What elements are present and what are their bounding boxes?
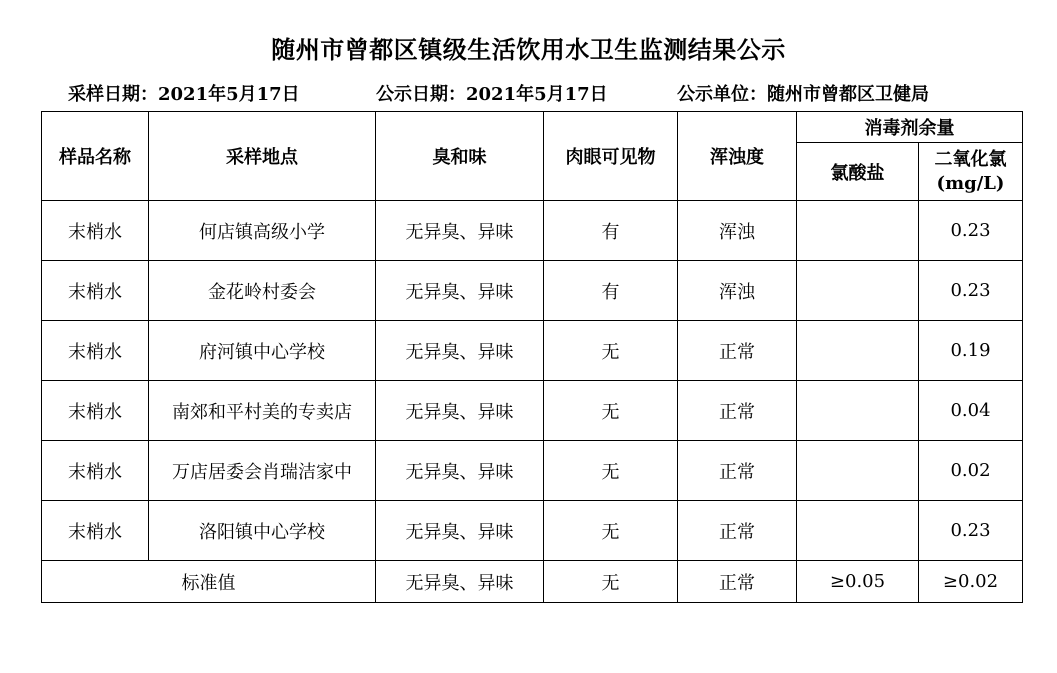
table-row	[42, 261, 1023, 321]
cell-visible-matter: 有	[544, 261, 678, 321]
cell-odor: 无异臭、异味	[376, 201, 544, 261]
page-title: 随州市曾都区镇级生活饮用水卫生监测结果公示	[271, 36, 786, 64]
standard-label: 标准值	[42, 561, 376, 603]
cell-chlorate	[797, 261, 919, 321]
publish-unit: 公示单位：随州市曾都区卫健局	[677, 84, 929, 105]
cell-odor: 无异臭、异味	[376, 321, 544, 381]
standard-turbidity: 正常	[678, 561, 797, 603]
cell-turbidity: 浑浊	[678, 261, 797, 321]
cell-location: 洛阳镇中心学校	[149, 501, 376, 561]
cell-sample-name: 末梢水	[42, 381, 149, 441]
cell-chlorate	[797, 501, 919, 561]
header-visible-matter: 肉眼可见物	[544, 112, 678, 201]
cell-sample-name: 末梢水	[42, 321, 149, 381]
standard-chlorate: ≥0.05	[797, 561, 919, 603]
cell-odor: 无异臭、异味	[376, 381, 544, 441]
cell-visible-matter: 无	[544, 321, 678, 381]
header-chlorine-dioxide-label: 二氧化氯	[934, 148, 1007, 170]
table-row	[42, 501, 1023, 561]
cell-visible-matter: 无	[544, 381, 678, 441]
publish-date: 公示日期：2021年5月17日	[376, 84, 608, 105]
standard-chlorine-dioxide: ≥0.02	[919, 561, 1023, 603]
cell-turbidity: 正常	[678, 321, 797, 381]
cell-chlorine-dioxide: 0.04	[919, 381, 1023, 441]
cell-sample-name: 末梢水	[42, 501, 149, 561]
cell-turbidity: 正常	[678, 381, 797, 441]
results-table	[41, 111, 1023, 603]
cell-chlorate	[797, 201, 919, 261]
cell-chlorine-dioxide: 0.23	[919, 201, 1023, 261]
cell-turbidity: 浑浊	[678, 201, 797, 261]
table-row	[42, 441, 1023, 501]
header-turbidity: 浑浊度	[678, 112, 797, 201]
cell-odor: 无异臭、异味	[376, 261, 544, 321]
header-disinfectant: 消毒剂余量	[797, 112, 1023, 143]
standard-odor: 无异臭、异味	[376, 561, 544, 603]
header-chlorine-dioxide-unit: (mg/L)	[936, 172, 1005, 194]
header-odor: 臭和味	[376, 112, 544, 201]
table-row	[42, 321, 1023, 381]
standard-row	[42, 561, 1023, 603]
cell-location: 何店镇高级小学	[149, 201, 376, 261]
table-row	[42, 381, 1023, 441]
cell-chlorine-dioxide: 0.19	[919, 321, 1023, 381]
cell-sample-name: 末梢水	[42, 261, 149, 321]
cell-location: 万店居委会肖瑞洁家中	[149, 441, 376, 501]
header-sample-name: 样品名称	[42, 112, 149, 201]
cell-location: 金花岭村委会	[149, 261, 376, 321]
cell-visible-matter: 无	[544, 501, 678, 561]
header-chlorine-dioxide	[919, 143, 1023, 201]
cell-visible-matter: 无	[544, 441, 678, 501]
cell-odor: 无异臭、异味	[376, 501, 544, 561]
header-chlorate: 氯酸盐	[797, 143, 919, 201]
cell-sample-name: 末梢水	[42, 441, 149, 501]
cell-chlorate	[797, 381, 919, 441]
cell-visible-matter: 有	[544, 201, 678, 261]
cell-chlorine-dioxide: 0.23	[919, 501, 1023, 561]
table-row	[42, 201, 1023, 261]
sample-date: 采样日期：2021年5月17日	[68, 84, 300, 105]
cell-chlorine-dioxide: 0.23	[919, 261, 1023, 321]
cell-chlorate	[797, 321, 919, 381]
standard-visible-matter: 无	[544, 561, 678, 603]
cell-location: 南郊和平村美的专卖店	[149, 381, 376, 441]
cell-sample-name: 末梢水	[42, 201, 149, 261]
cell-chlorate	[797, 441, 919, 501]
header-location: 采样地点	[149, 112, 376, 201]
cell-turbidity: 正常	[678, 501, 797, 561]
cell-turbidity: 正常	[678, 441, 797, 501]
cell-chlorine-dioxide: 0.02	[919, 441, 1023, 501]
cell-odor: 无异臭、异味	[376, 441, 544, 501]
cell-location: 府河镇中心学校	[149, 321, 376, 381]
